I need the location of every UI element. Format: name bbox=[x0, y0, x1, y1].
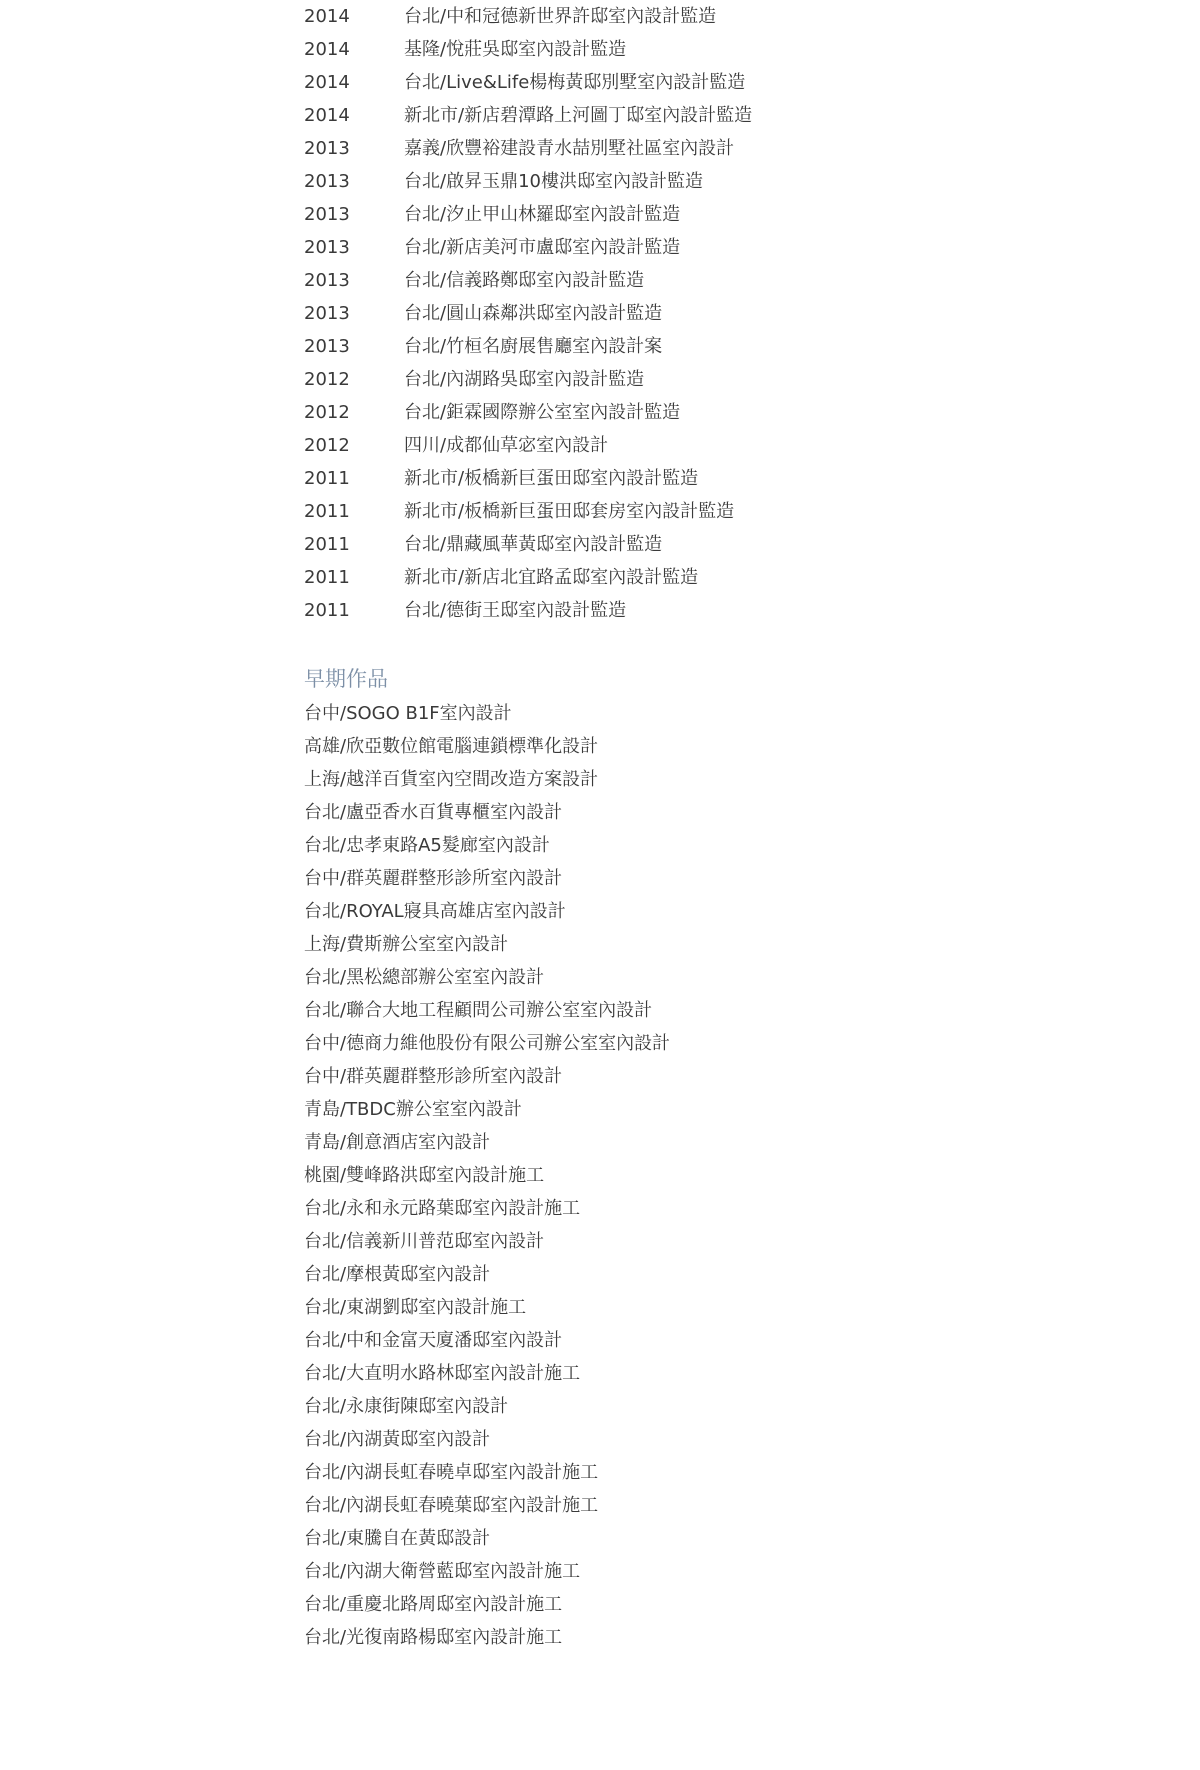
project-row bbox=[304, 297, 1004, 330]
project-year: 2014 bbox=[304, 39, 350, 60]
project-year: 2012 bbox=[304, 435, 350, 456]
project-year: 2011 bbox=[304, 600, 350, 621]
project-row bbox=[304, 33, 1004, 66]
project-row bbox=[304, 0, 1004, 33]
early-work-item: 台北/永和永元路葉邸室內設計施工 bbox=[304, 1198, 581, 1219]
early-work-item: 台北/ROYAL寢具高雄店室內設計 bbox=[304, 901, 566, 922]
early-work-item: 青島/創意酒店室內設計 bbox=[304, 1132, 491, 1153]
project-year: 2014 bbox=[304, 6, 350, 27]
early-work-item: 台中/SOGO B1F室內設計 bbox=[304, 703, 512, 724]
project-row bbox=[304, 429, 1004, 462]
early-work-item: 高雄/欣亞數位館電腦連鎖標準化設計 bbox=[304, 736, 599, 757]
early-work-item: 台北/內湖長虹春曉卓邸室內設計施工 bbox=[304, 1462, 599, 1483]
early-work-item: 台北/盧亞香水百貨專櫃室內設計 bbox=[304, 802, 563, 823]
project-year: 2012 bbox=[304, 402, 350, 423]
project-year: 2014 bbox=[304, 105, 350, 126]
project-year: 2012 bbox=[304, 369, 350, 390]
project-row bbox=[304, 594, 1004, 627]
early-work-item: 台北/大直明水路林邸室內設計施工 bbox=[304, 1363, 581, 1384]
project-name: 台北/竹桓名廚展售廳室內設計案 bbox=[404, 336, 663, 357]
early-work-item: 台北/內湖大衛營藍邸室內設計施工 bbox=[304, 1561, 581, 1582]
project-year: 2014 bbox=[304, 72, 350, 93]
project-name: 新北市/板橋新巨蛋田邸室內設計監造 bbox=[404, 468, 699, 489]
project-year: 2013 bbox=[304, 303, 350, 324]
project-name: 新北市/板橋新巨蛋田邸套房室內設計監造 bbox=[404, 501, 735, 522]
early-work-item: 台北/光復南路楊邸室內設計施工 bbox=[304, 1627, 563, 1648]
project-name: 台北/新店美河市盧邸室內設計監造 bbox=[404, 237, 681, 258]
project-name: 台北/鼎藏風華黃邸室內設計監造 bbox=[404, 534, 663, 555]
project-row bbox=[304, 528, 1004, 561]
early-work-item: 台北/永康街陳邸室內設計 bbox=[304, 1396, 509, 1417]
early-work-item: 台北/東騰自在黃邸設計 bbox=[304, 1528, 491, 1549]
project-name: 嘉義/欣豐裕建設青水喆別墅社區室內設計 bbox=[404, 138, 735, 159]
early-work-item: 台北/黑松總部辦公室室內設計 bbox=[304, 967, 545, 988]
project-name: 台北/Live&Life楊梅黃邸別墅室內設計監造 bbox=[404, 72, 746, 93]
project-name: 台北/圓山森鄰洪邸室內設計監造 bbox=[404, 303, 663, 324]
project-row bbox=[304, 363, 1004, 396]
project-name: 台北/德街王邸室內設計監造 bbox=[404, 600, 627, 621]
project-row bbox=[304, 99, 1004, 132]
project-year: 2011 bbox=[304, 534, 350, 555]
early-works-list bbox=[304, 697, 670, 1654]
project-row bbox=[304, 264, 1004, 297]
early-work-item: 台北/東湖劉邸室內設計施工 bbox=[304, 1297, 527, 1318]
project-name: 四川/成都仙草宓室內設計 bbox=[404, 435, 609, 456]
project-year: 2011 bbox=[304, 468, 350, 489]
portfolio-content bbox=[304, 0, 1004, 1648]
early-work-item: 上海/越洋百貨室內空間改造方案設計 bbox=[304, 769, 599, 790]
project-row bbox=[304, 330, 1004, 363]
project-year: 2013 bbox=[304, 138, 350, 159]
project-name: 基隆/悅莊吳邸室內設計監造 bbox=[404, 39, 627, 60]
early-work-item: 台中/德商力維他股份有限公司辦公室室內設計 bbox=[304, 1033, 671, 1054]
early-work-item: 台北/中和金富天廈潘邸室內設計 bbox=[304, 1330, 563, 1351]
project-name: 新北市/新店北宜路孟邸室內設計監造 bbox=[404, 567, 699, 588]
project-name: 台北/啟昇玉鼎10樓洪邸室內設計監造 bbox=[404, 171, 703, 192]
project-year: 2013 bbox=[304, 171, 350, 192]
early-work-item: 桃園/雙峰路洪邸室內設計施工 bbox=[304, 1165, 545, 1186]
early-work-item: 上海/費斯辦公室室內設計 bbox=[304, 934, 509, 955]
early-work-item: 青島/TBDC辦公室室內設計 bbox=[304, 1099, 522, 1120]
early-work-item: 台北/重慶北路周邸室內設計施工 bbox=[304, 1594, 563, 1615]
project-year: 2013 bbox=[304, 237, 350, 258]
project-year: 2011 bbox=[304, 567, 350, 588]
project-row bbox=[304, 198, 1004, 231]
project-row bbox=[304, 132, 1004, 165]
early-work-item: 台北/內湖長虹春曉葉邸室內設計施工 bbox=[304, 1495, 599, 1516]
early-work-item: 台北/摩根黃邸室內設計 bbox=[304, 1264, 491, 1285]
project-row bbox=[304, 231, 1004, 264]
project-name: 新北市/新店碧潭路上河圖丁邸室內設計監造 bbox=[404, 105, 753, 126]
project-year: 2013 bbox=[304, 204, 350, 225]
project-row bbox=[304, 462, 1004, 495]
early-work-item: 台中/群英麗群整形診所室內設計 bbox=[304, 1066, 563, 1087]
early-work-item: 台北/聯合大地工程顧問公司辦公室室內設計 bbox=[304, 1000, 653, 1021]
project-name: 台北/鉅霖國際辦公室室內設計監造 bbox=[404, 402, 681, 423]
project-row bbox=[304, 165, 1004, 198]
recent-projects-list bbox=[304, 0, 1004, 627]
project-year: 2013 bbox=[304, 336, 350, 357]
project-name: 台北/中和冠德新世界許邸室內設計監造 bbox=[404, 6, 717, 27]
early-work-item: 台北/忠孝東路A5髮廊室內設計 bbox=[304, 835, 550, 856]
early-work-item: 台中/群英麗群整形診所室內設計 bbox=[304, 868, 563, 889]
project-year: 2011 bbox=[304, 501, 350, 522]
early-works-title: 早期作品 bbox=[304, 667, 388, 691]
project-name: 台北/信義路鄭邸室內設計監造 bbox=[404, 270, 645, 291]
project-row bbox=[304, 495, 1004, 528]
project-row bbox=[304, 396, 1004, 429]
project-row bbox=[304, 561, 1004, 594]
project-name: 台北/汐止甲山林羅邸室內設計監造 bbox=[404, 204, 681, 225]
project-year: 2013 bbox=[304, 270, 350, 291]
early-work-item: 台北/內湖黃邸室內設計 bbox=[304, 1429, 491, 1450]
project-row bbox=[304, 66, 1004, 99]
early-work-item: 台北/信義新川普范邸室內設計 bbox=[304, 1231, 545, 1252]
project-name: 台北/內湖路吳邸室內設計監造 bbox=[404, 369, 645, 390]
